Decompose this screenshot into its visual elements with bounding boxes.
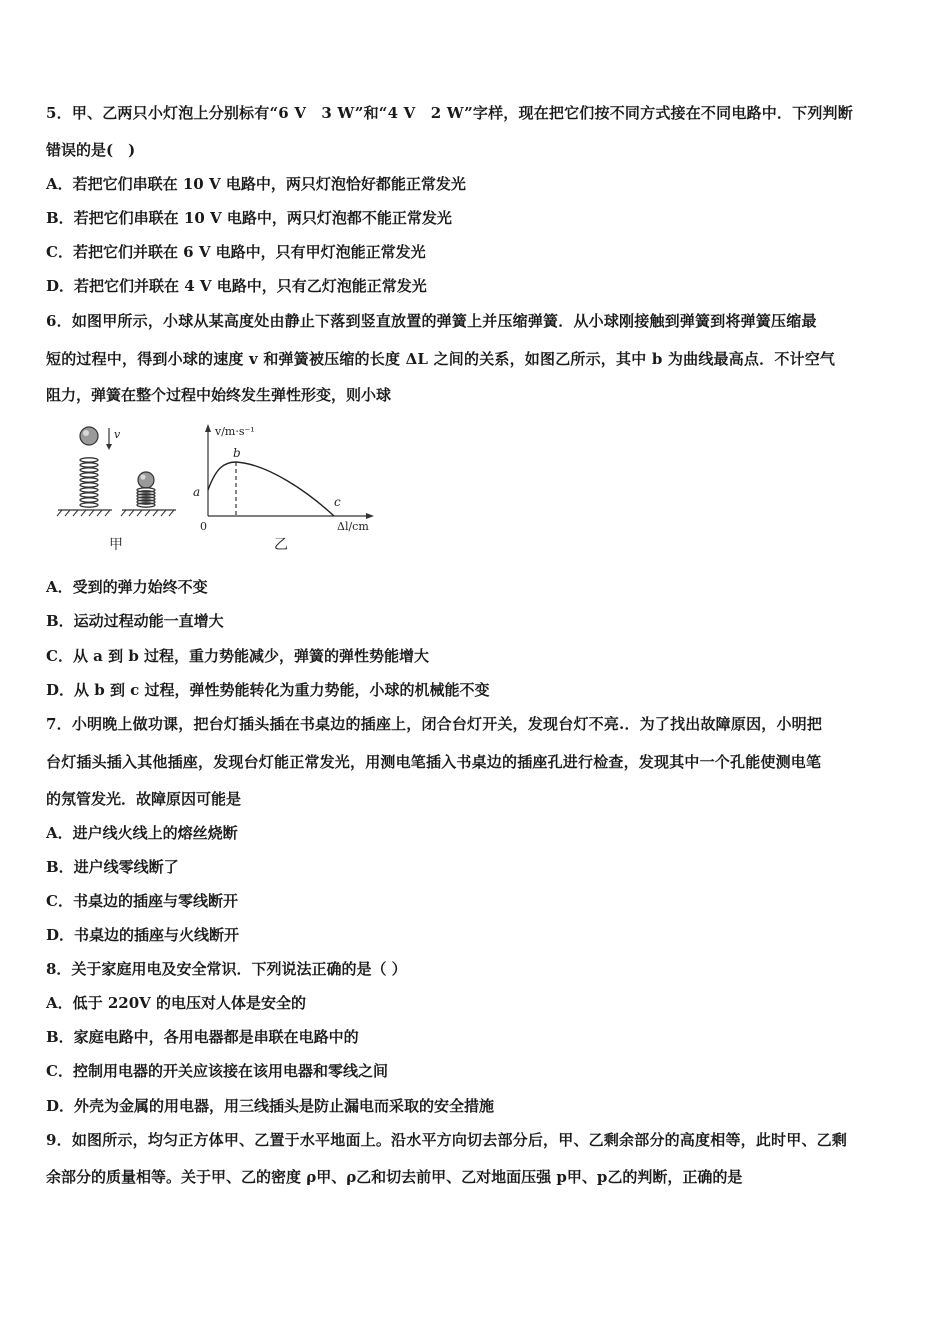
q5-option-a: A．若把它们串联在 10 V 电路中，两只灯泡恰好都能正常发光 bbox=[46, 175, 466, 193]
q5-stem-line-2: 错误的是( ) bbox=[46, 141, 136, 159]
figure-yi-label: 乙 bbox=[274, 537, 288, 553]
q6-option-a: A．受到的弹力始终不变 bbox=[46, 578, 208, 596]
origin-label: 0 bbox=[200, 520, 207, 533]
velocity-label: v bbox=[114, 428, 121, 441]
q5-option-b: B．若把它们串联在 10 V 电路中，两只灯泡都不能正常发光 bbox=[46, 209, 452, 227]
q8-option-b: B．家庭电路中，各用电器都是串联在电路中的 bbox=[46, 1028, 359, 1046]
q7-option-b: B．进户线零线断了 bbox=[46, 858, 179, 876]
point-c-label: c bbox=[334, 495, 341, 509]
q5-option-d: D．若把它们并联在 4 V 电路中，只有乙灯泡能正常发光 bbox=[46, 277, 427, 295]
compressed-spring-icon bbox=[137, 488, 155, 507]
q8-option-a: A．低于 220V 的电压对人体是安全的 bbox=[46, 994, 307, 1012]
ball-icon bbox=[80, 427, 98, 445]
velocity-curve bbox=[208, 462, 334, 516]
q6-option-b: B．运动过程动能一直增大 bbox=[46, 612, 224, 630]
figure-jia bbox=[52, 420, 182, 560]
q5-stem-line-1: 5．甲、乙两只小灯泡上分别标有“6 V 3 W”和“4 V 2 W”字样，现在把它们按不同方式接在不同电路中．下列判断 bbox=[46, 104, 853, 122]
figure-jia-label: 甲 bbox=[109, 537, 123, 553]
q6-stem-line-1: 6．如图甲所示，小球从某高度处由静止下落到竖直放置的弹簧上并压缩弹簧．从小球刚接触到弹簧到将弹簧压缩最 bbox=[46, 312, 817, 330]
point-b-label: b bbox=[233, 446, 241, 460]
q9-stem-line-1: 9．如图所示，均匀正方体甲、乙置于水平地面上。沿水平方向切去部分后，甲、乙剩余部分的高度相等，此时甲、乙剩 bbox=[46, 1131, 848, 1149]
spring-icon bbox=[80, 458, 98, 507]
q5-option-c: C．若把它们并联在 6 V 电路中，只有甲灯泡能正常发光 bbox=[46, 243, 426, 261]
q6-stem-line-2: 短的过程中，得到小球的速度 v 和弹簧被压缩的长度 ΔL 之间的关系，如图乙所示，其中 b 为曲线最高点．不计空气 bbox=[46, 350, 836, 368]
q7-option-c: C．书桌边的插座与零线断开 bbox=[46, 892, 238, 910]
q7-option-a: A．进户线火线上的熔丝烧断 bbox=[46, 824, 238, 842]
q8-stem: 8．关于家庭用电及安全常识．下列说法正确的是（ ） bbox=[46, 960, 407, 978]
q8-option-d: D．外壳为金属的用电器，用三线插头是防止漏电而采取的安全措施 bbox=[46, 1097, 495, 1115]
q6-option-c: C．从 a 到 b 过程，重力势能减少，弹簧的弹性势能增大 bbox=[46, 647, 430, 665]
q9-stem-line-2: 余部分的质量相等。关于甲、乙的密度 ρ甲、ρ乙和切去前甲、乙对地面压强 p甲、p乙的判断，正确的是 bbox=[46, 1168, 743, 1186]
ball-on-spring-icon bbox=[138, 472, 154, 488]
q7-option-d: D．书桌边的插座与火线断开 bbox=[46, 926, 240, 944]
q7-stem-line-3: 的氖管发光．故障原因可能是 bbox=[46, 790, 242, 808]
point-a-label: a bbox=[193, 485, 201, 499]
y-axis-label: v/m·s⁻¹ bbox=[215, 425, 255, 438]
q6-option-d: D．从 b 到 c 过程，弹性势能转化为重力势能，小球的机械能不变 bbox=[46, 681, 490, 699]
q7-stem-line-1: 7．小明晚上做功课，把台灯插头插在书桌边的插座上，闭合台灯开关，发现台灯不亮.．为了找出故障原因，小明把 bbox=[46, 715, 823, 733]
q7-stem-line-2: 台灯插头插入其他插座，发现台灯能正常发光，用测电笔插入书桌边的插座孔进行检查，发现其中一个孔能使测电笔 bbox=[46, 753, 822, 771]
figure-yi-graph bbox=[188, 420, 388, 560]
q6-stem-line-3: 阻力，弹簧在整个过程中始终发生弹性形变，则小球 bbox=[46, 386, 392, 404]
q8-option-c: C．控制用电器的开关应该接在该用电器和零线之间 bbox=[46, 1062, 388, 1080]
x-axis-label: Δl/cm bbox=[337, 520, 369, 533]
